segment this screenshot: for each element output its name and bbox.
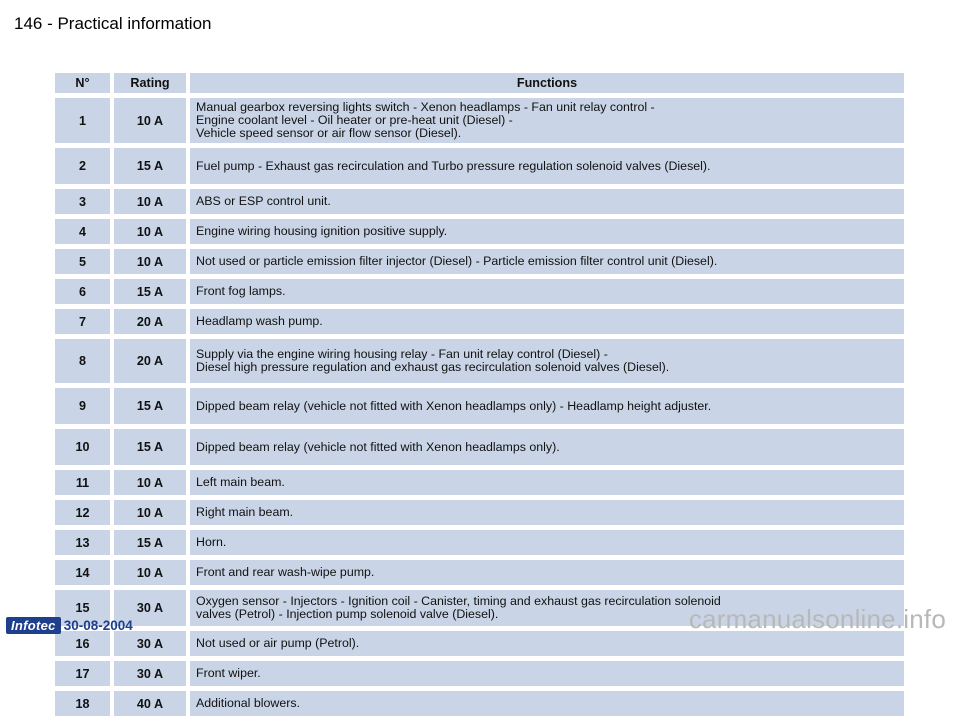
function-line: Right main beam. [196,505,294,519]
fuse-rating: 10 A [114,470,190,495]
function-line: Diesel high pressure regulation and exhaust gas recirculation solenoid valves (Diesel). [196,360,670,374]
fuse-number: 6 [55,279,114,304]
fuse-number: 13 [55,530,114,555]
fuse-rating: 15 A [114,530,190,555]
fuse-functions [190,309,904,334]
fuse-functions [190,388,904,424]
fuse-number: 11 [55,470,114,495]
function-line: Not used or air pump (Petrol). [196,636,360,650]
function-line: Engine wiring housing ignition positive supply. [196,224,448,238]
fuse-functions [190,339,904,383]
table-row [55,279,904,304]
fuse-functions [190,279,904,304]
column-header-functions: Functions [190,73,904,93]
function-line: Oxygen sensor - Injectors - Ignition coil - Canister, timing and exhaust gas recirculation solenoid [196,594,721,608]
fuse-rating: 30 A [114,631,190,656]
function-line: ABS or ESP control unit. [196,194,331,208]
fuse-rating: 10 A [114,500,190,525]
fuse-number: 3 [55,189,114,214]
fuse-number: 12 [55,500,114,525]
fuse-rating: 40 A [114,691,190,716]
table-row [55,249,904,274]
function-line: Dipped beam relay (vehicle not fitted with Xenon headlamps only) - Headlamp height adjuster. [196,398,712,413]
function-line: Front fog lamps. [196,284,286,298]
table-row [55,661,904,686]
table-row [55,429,904,465]
fuse-rating: 30 A [114,590,190,626]
table-row [55,148,904,184]
fuse-number: 8 [55,339,114,383]
fuse-rating: 20 A [114,339,190,383]
fuse-functions [190,560,904,585]
function-line: Manual gearbox reversing lights switch - Xenon headlamps - Fan unit relay control - [196,100,655,114]
function-line: Vehicle speed sensor or air flow sensor (Diesel). [196,126,462,140]
function-line: Horn. [196,535,227,549]
fuse-number: 9 [55,388,114,424]
footer [6,617,133,634]
function-line: Fuel pump - Exhaust gas recirculation and Turbo pressure regulation solenoid valves (Diesel). [196,158,711,173]
footer-date: 30-08-2004 [63,618,133,633]
fuse-functions [190,189,904,214]
fuse-number: 18 [55,691,114,716]
column-header-number: N° [55,73,114,93]
fuse-rating: 10 A [114,249,190,274]
fuse-functions [190,219,904,244]
table-row [55,189,904,214]
fuse-rating: 10 A [114,219,190,244]
table-row [55,339,904,383]
fuse-rating: 15 A [114,388,190,424]
fuse-functions [190,691,904,716]
fuse-number: 16 [55,631,114,656]
fuse-rating: 15 A [114,429,190,465]
fuse-rating: 10 A [114,98,190,143]
fuse-number: 7 [55,309,114,334]
fuse-rating: 15 A [114,279,190,304]
fuse-functions [190,249,904,274]
fuse-functions [190,661,904,686]
fuse-number: 15 [55,590,114,626]
fuse-number: 10 [55,429,114,465]
table-row [55,219,904,244]
function-line: Additional blowers. [196,696,301,710]
function-line: Dipped beam relay (vehicle not fitted with Xenon headlamps only). [196,439,560,454]
page-title: 146 - Practical information [14,14,212,33]
fuse-number: 5 [55,249,114,274]
fuse-number: 17 [55,661,114,686]
fuse-rating: 30 A [114,661,190,686]
fuse-rating: 20 A [114,309,190,334]
table-row [55,309,904,334]
fuse-number: 1 [55,98,114,143]
function-line: Front and rear wash-wipe pump. [196,565,375,579]
fuse-rating: 15 A [114,148,190,184]
function-line: Supply via the engine wiring housing relay - Fan unit relay control (Diesel) - [196,347,608,361]
infotec-logo: Infotec [6,617,61,634]
function-line: Not used or particle emission filter injector (Diesel) - Particle emission filter control unit (Diesel). [196,254,718,268]
table-row [55,560,904,585]
fuse-functions [190,470,904,495]
table-row [55,470,904,495]
table-row [55,98,904,143]
function-line: Engine coolant level - Oil heater or pre-heat unit (Diesel) - [196,113,513,127]
table-row [55,500,904,525]
fuse-number: 2 [55,148,114,184]
function-line: valves (Petrol) - Injection pump solenoid valve (Diesel). [196,607,499,621]
column-header-rating: Rating [114,73,190,93]
function-line: Left main beam. [196,475,285,489]
fuse-number: 4 [55,219,114,244]
function-line: Headlamp wash pump. [196,314,323,328]
fuse-functions [190,98,904,143]
watermark: carmanualsonline.info [688,604,946,634]
fuse-functions [190,530,904,555]
table-row [55,530,904,555]
fuse-functions [190,148,904,184]
table-row [55,388,904,424]
fuse-rating: 10 A [114,189,190,214]
fuse-number: 14 [55,560,114,585]
fuse-functions [190,500,904,525]
fuse-functions [190,429,904,465]
table-row [55,691,904,716]
table-header-row [55,73,904,93]
fuse-rating: 10 A [114,560,190,585]
function-line: Front wiper. [196,666,261,680]
